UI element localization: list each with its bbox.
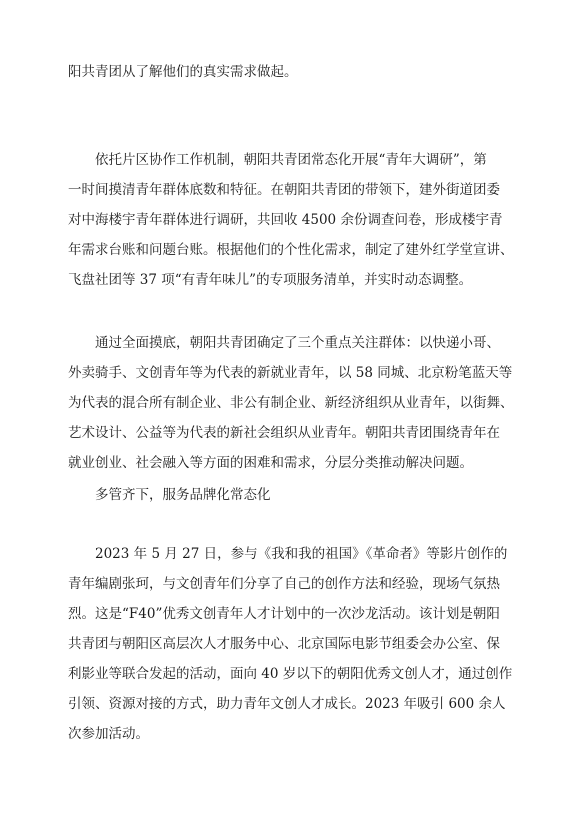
- text-line: 次参加活动。: [68, 726, 149, 742]
- paragraph-continuation: [68, 57, 524, 87]
- text-line: 对中海楼宇青年群体进行调研，共回收 4500 余份调查问卷，形成楼宇青: [68, 212, 503, 228]
- paragraph-f40-program: [68, 539, 524, 749]
- text-line: 年需求台账和问题台账。根据他们的个性化需求，制定了建外红学堂宣讲、: [68, 242, 514, 258]
- text-line: 艺术设计、公益等为代表的新社会组织从业青年。朝阳共青团围绕青年在: [68, 425, 500, 441]
- text-line: 飞盘社团等 37 项“有青年味儿”的专项服务清单，并实时动态调整。: [68, 272, 473, 288]
- paragraph-key-groups: [68, 328, 524, 478]
- text-line: 引领、资源对接的方式，助力青年文创人才成长。2023 年吸引 600 余人: [68, 696, 506, 712]
- text-line: 为代表的混合所有制企业、非公有制企业、新经济组织从业青年，以街舞、: [68, 395, 514, 411]
- text-line: 2023 年 5 月 27 日，参与《我和我的祖国》《革命者》等影片创作的: [95, 546, 508, 562]
- section-heading: [68, 480, 524, 510]
- text-line: 烈。这是“F40”优秀文创青年人才计划中的一次沙龙活动。该计划是朝阳: [68, 606, 500, 622]
- text-line: 通过全面摸底，朝阳共青团确定了三个重点关注群体：以快递小哥、: [95, 335, 500, 351]
- text-line: 一时间摸清青年群体底数和特征。在朝阳共青团的带领下，建外街道团委: [68, 182, 500, 198]
- text-line: 就业创业、社会融入等方面的困难和需求，分层分类推动解决问题。: [68, 455, 473, 471]
- text-line: 阳共青团从了解他们的真实需求做起。: [68, 64, 298, 80]
- section-heading-text: 多管齐下，服务品牌化常态化: [95, 487, 271, 503]
- text-line: 利影业等联合发起的活动，面向 40 岁以下的朝阳优秀文创人才，通过创作: [68, 666, 513, 682]
- paragraph-youth-survey: [68, 145, 524, 295]
- text-line: 青年编剧张珂，与文创青年们分享了自己的创作方法和经验，现场气氛热: [68, 576, 500, 592]
- text-line: 共青团与朝阳区高层次人才服务中心、北京国际电影节组委会办公室、保: [68, 636, 500, 652]
- text-line: 依托片区协作工作机制，朝阳共青团常态化开展“青年大调研”，第: [95, 152, 487, 168]
- text-line: 外卖骑手、文创青年等为代表的新就业青年，以 58 同城、北京粉笔蓝天等: [68, 365, 513, 381]
